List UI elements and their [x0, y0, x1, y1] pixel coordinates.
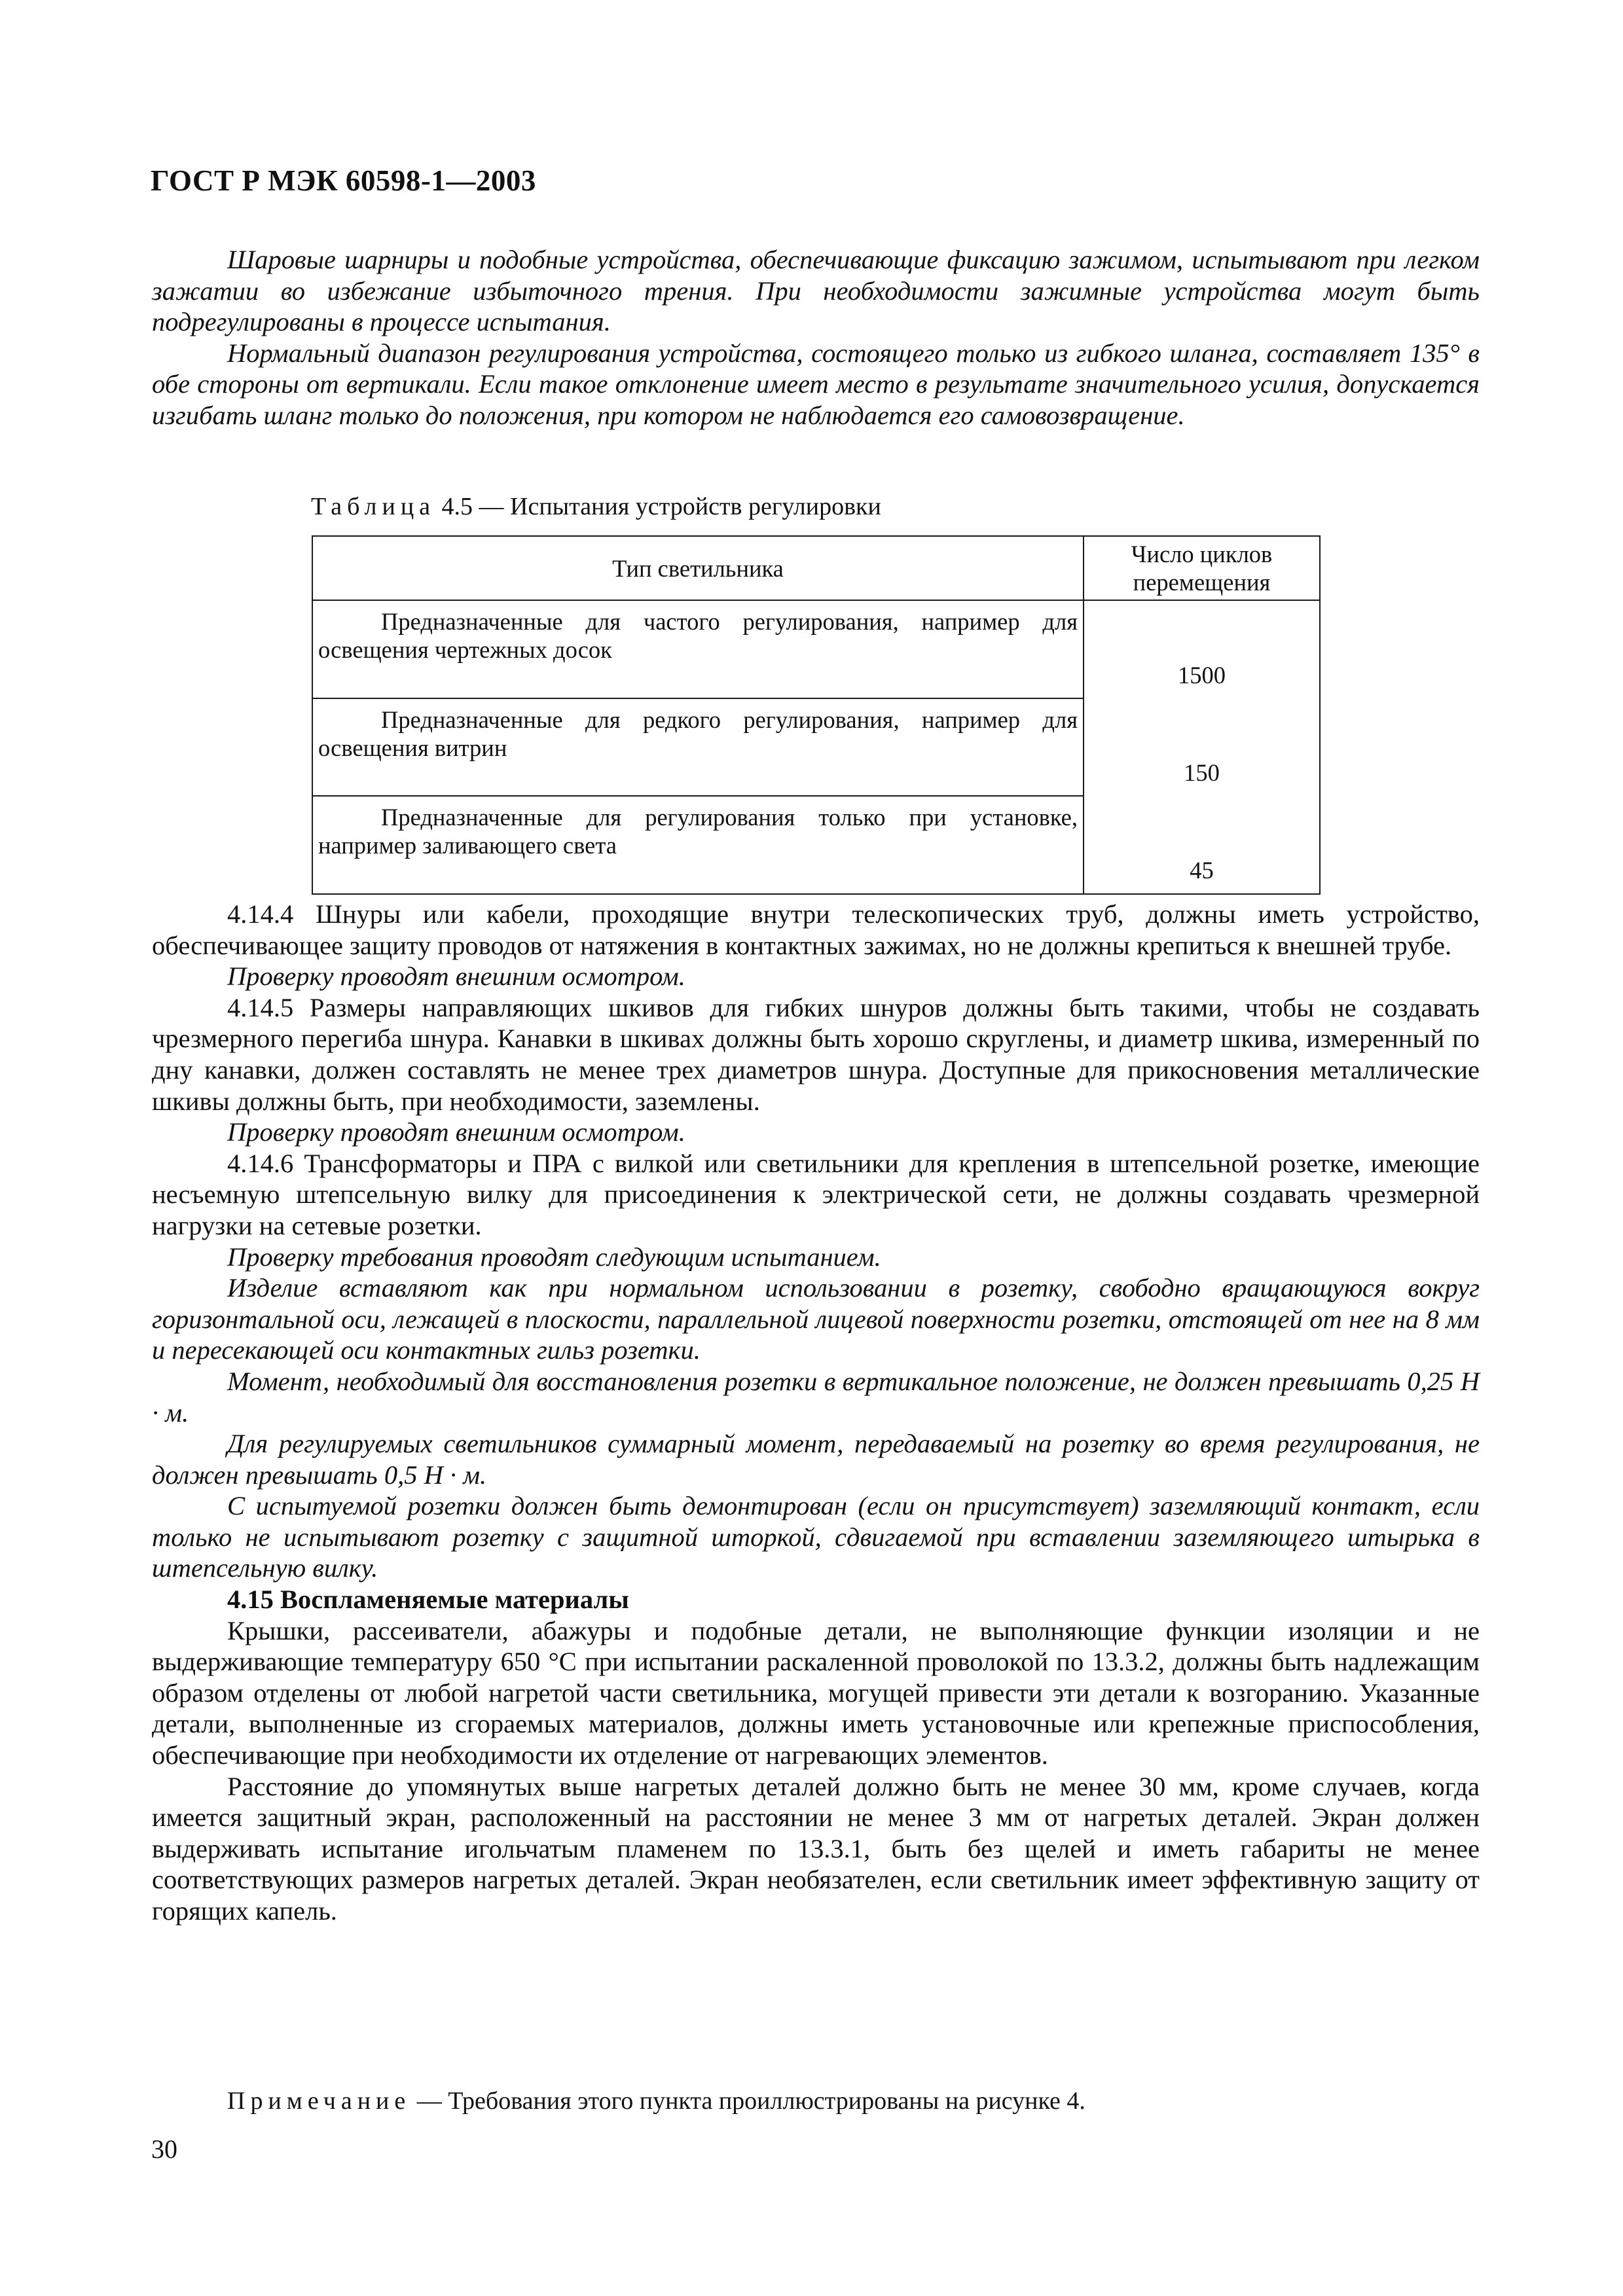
column-header-cycles: Число циклов перемещения: [1084, 536, 1320, 600]
paragraph: Момент, необходимый для восстановления розетки в вертикальное положение, не должен превышать 0,25 Н · м.: [152, 1366, 1480, 1427]
table-caption-label: Таблица: [311, 493, 436, 520]
paragraph: Проверку проводят внешним осмотром.: [227, 1117, 685, 1147]
table-cell-cycles: 1500: [1084, 600, 1320, 698]
paragraph: 4.14.4 Шнуры или кабели, проходящие внутри телескопических труб, должны иметь устройство, обеспечивающее защиту проводов от натяжения в контактных зажимах, но не должны крепиться к внешней трубе.: [152, 899, 1480, 960]
note-text: — Требования этого пункта проиллюстрированы на рисунке 4.: [416, 2087, 1085, 2115]
paragraph: 4.14.6 Трансформаторы и ПРА с вилкой или светильники для крепления в штепсельной розетке, имеющие несъемную штепсельную вилку для присоединения к электрической сети, не должны создавать чрезмерной нагрузки на сетевые розетки.: [152, 1148, 1480, 1240]
table-cell-type: Предназначенные для частого регулирования, например для освещения чертежных досок: [312, 600, 1084, 698]
paragraph: Расстояние до упомянутых выше нагретых деталей должно быть не менее 30 мм, кроме случаев, когда имеется защитный экран, расположенный на расстоянии не менее 3 мм от нагретых деталей. Экран должен выдерживать испытание игольчатым пламенем по 13.3.1, быть без щелей и иметь габариты не менее соответствующих размеров нагретых деталей. Экран необязателен, если светильник имеет эффективную защиту от горящих капель.: [152, 1771, 1480, 1926]
paragraph: Изделие вставляют как при нормальном использовании в розетку, свободно вращающуюся вокруг горизонтальной оси, лежащей в плоскости, параллельной лицевой поверхности розетки, отстоящей от нее на 8 мм и пересекающей оси контактных гильз розетки.: [152, 1273, 1480, 1365]
paragraph: Нормальный диапазон регулирования устройства, состоящего только из гибкого шланга, составляет 135° в обе стороны от вертикали. Если такое отклонение имеет место в результате значительного усилия, допускается изгибать шланг только до положения, при котором не наблюдается его самовозвращение.: [152, 338, 1480, 430]
table-cell-type: Предназначенные для регулирования только при установке, например заливающего света: [312, 796, 1084, 894]
page-number: 30: [151, 2134, 177, 2164]
column-header-luminaire-type: Тип светильника: [312, 536, 1084, 600]
paragraph: Для регулируемых светильников суммарный момент, передаваемый на розетку во время регулирования, не должен превышать 0,5 Н · м.: [152, 1429, 1480, 1490]
table-cell-cycles: 150: [1084, 698, 1320, 796]
table-cell-type: Предназначенные для редкого регулирования, например для освещения витрин: [312, 698, 1084, 796]
section-4-14: [152, 899, 1480, 1927]
paragraph: Проверку требования проводят следующим испытанием.: [227, 1242, 881, 1272]
note: [227, 2087, 1085, 2115]
table-caption-text: 4.5 — Испытания устройств регулировки: [441, 493, 881, 520]
section-heading: 4.15 Воспламеняемые материалы: [227, 1585, 629, 1615]
paragraph: 4.14.5 Размеры направляющих шкивов для гибких шнуров должны быть такими, чтобы не создавать чрезмерного перегиба шнура. Канавки в шкивах должны быть хорошо скруглены, и диаметр шкива, измеренный по дну канавки, должен составлять не менее трех диаметров шнура. Доступные для прикосновения металлические шкивы должны быть, при необходимости, заземлены.: [152, 992, 1480, 1116]
table-cell-cycles: 45: [1084, 796, 1320, 894]
intro-section: [152, 244, 1480, 431]
table-row: [312, 600, 1320, 698]
table-row: [312, 698, 1320, 796]
note-label: Примечание: [227, 2087, 411, 2115]
paragraph: Проверку проводят внешним осмотром.: [227, 961, 685, 992]
paragraph: С испытуемой розетки должен быть демонтирован (если он присутствует) заземляющий контакт, если только не испытывают розетку с защитной шторкой, сдвигаемой при вставлении заземляющего штырька в штепсельную вилку.: [152, 1491, 1480, 1583]
adjustment-test-table: [312, 535, 1321, 895]
paragraph: Крышки, рассеиватели, абажуры и подобные детали, не выполняющие функции изоляции и не выдерживающие температуру 650 °С при испытании раскаленной проволокой по 13.3.2, должны быть надлежащим образом отделены от любой нагретой части светильника, могущей привести эти детали к возгоранию. Указанные детали, выполненные из сгораемых материалов, должны иметь установочные или крепежные приспособления, обеспечивающие при необходимости их отделение от нагревающих элементов.: [152, 1615, 1480, 1770]
table-row: [312, 796, 1320, 894]
document-header: ГОСТ Р МЭК 60598-1—2003: [151, 164, 536, 197]
paragraph: Шаровые шарниры и подобные устройства, обеспечивающие фиксацию зажимом, испытывают при легком зажатии во избежание избыточного трения. При необходимости зажимные устройства могут быть подрегулированы в процессе испытания.: [152, 245, 1480, 337]
table-caption: [311, 492, 881, 521]
table-header-row: [312, 536, 1320, 600]
